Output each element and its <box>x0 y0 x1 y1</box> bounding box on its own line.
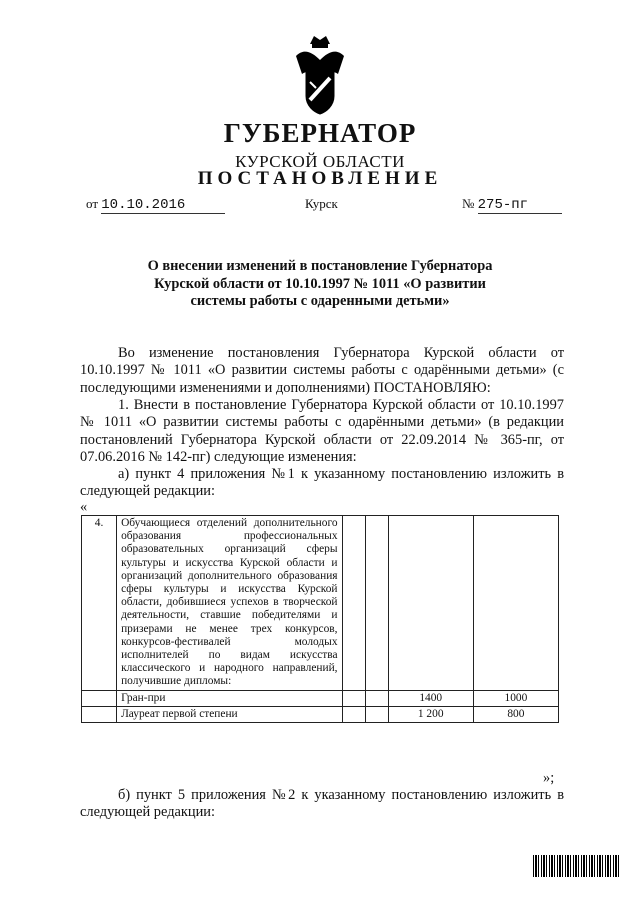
table-cell <box>342 516 365 691</box>
number-prefix: № <box>462 196 475 211</box>
item-a-paragraph: а) пункт 4 приложения №1 к указанному постановлению изложить в следующей редакции: <box>80 466 564 500</box>
table-row <box>82 690 559 706</box>
item-1-paragraph: 1. Внести в постановление Губернатора Курской области от 10.10.1997 № 1011 «О развитии системы работы с одарёнными детьми» (в редакции постановлений Губернатора Курской области от 22.09.2014 № 365-пг, от 07.06.2016 № 142-пг) следующие изменения: <box>80 397 564 466</box>
row-description: Обучающиеся отделений дополнительного образования профессиональных образовательных организаций сферы культуры и искусства Курской области и организаций дополнительного образования сферы культуры и искусства Курской области, добившиеся успехов в творческой деятельности, ставшие победителями и призерами не менее трех конкурсов, конкурсов-фестивалей молодых исполнителей по видам искусства классического и народного направлений, получившие дипломы: <box>117 516 342 691</box>
table-cell <box>82 690 117 706</box>
governor-title: ГУБЕРНАТОР <box>223 118 417 148</box>
award-value-2: 800 <box>473 706 558 722</box>
table-cell <box>342 706 365 722</box>
table-cell <box>388 516 473 691</box>
row-number: 4. <box>82 516 117 691</box>
table-cell <box>473 516 558 691</box>
document-type: ПОСТАНОВЛЕНИЕ <box>197 168 443 189</box>
number-value: 275-пг <box>478 197 562 214</box>
award-value-1: 1 200 <box>388 706 473 722</box>
table-cell <box>365 516 388 691</box>
coat-of-arms-icon <box>292 30 348 116</box>
table-cell <box>342 690 365 706</box>
item-b-paragraph: б) пункт 5 приложения №2 к указанному постановлению изложить в следующей редакции: <box>80 787 564 821</box>
region-title: КУРСКОЙ ОБЛАСТИ <box>235 152 405 171</box>
table-cell <box>365 706 388 722</box>
award-label: Гран-при <box>117 690 342 706</box>
award-value-1: 1400 <box>388 690 473 706</box>
number-line <box>462 196 562 214</box>
barcode-icon <box>533 855 621 877</box>
award-label: Лауреат первой степени <box>117 706 342 722</box>
date-line <box>86 196 225 214</box>
date-prefix: от <box>86 196 99 211</box>
table-row <box>82 516 559 691</box>
document-subject: О внесении изменений в постановление Губернатора Курской области от 10.10.1997 № 1011 «О развитии системы работы с одаренными детьми» <box>147 258 493 309</box>
table-row <box>82 706 559 722</box>
closing-quote: »; <box>543 770 555 786</box>
city: Курск <box>305 196 338 211</box>
table-cell <box>365 690 388 706</box>
date-value: 10.10.2016 <box>101 197 225 214</box>
opening-quote: « <box>80 499 88 515</box>
preamble-paragraph: Во изменение постановления Губернатора Курской области от 10.10.1997 № 1011 «О развитии системы работы с одарёнными детьми» (с последующими изменениями и дополнениями) ПОСТАНОВЛЯЮ: <box>80 345 564 396</box>
awards-table <box>81 515 559 723</box>
award-value-2: 1000 <box>473 690 558 706</box>
table-cell <box>82 706 117 722</box>
